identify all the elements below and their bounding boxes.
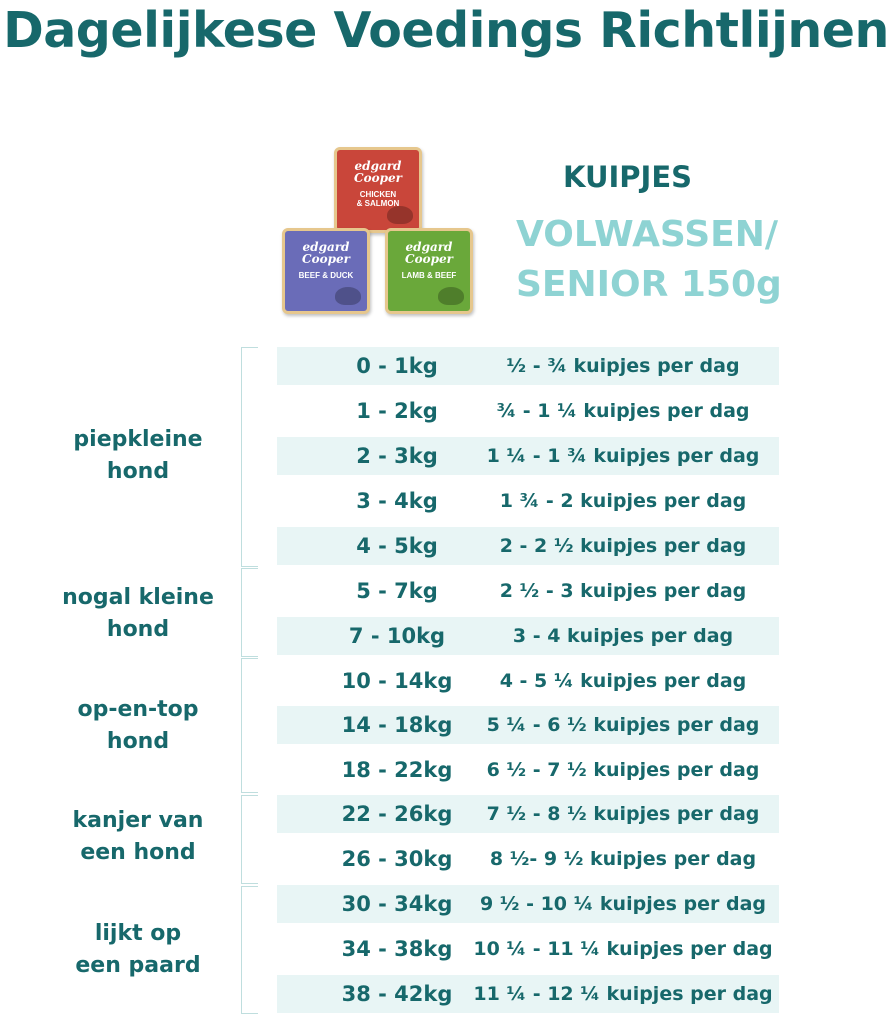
- amount-cell: 10 ¼ - 11 ¼ kuipjes per dag: [473, 938, 773, 960]
- weight-cell: 2 - 3kg: [356, 444, 438, 468]
- tray-flavor: BEEF & DUCK: [298, 271, 354, 280]
- page-title: Dagelijkese Voedings Richtlijnen: [3, 2, 889, 59]
- group-label-op-en-top: op-en-top hond: [77, 697, 199, 754]
- table-row: [277, 751, 779, 789]
- tray-flavor: CHICKEN & SALMON: [356, 190, 400, 208]
- amount-cell: 9 ½ - 10 ¼ kuipjes per dag: [479, 893, 767, 915]
- tray-flavor: LAMB & BEEF: [401, 271, 457, 280]
- table-row: [277, 662, 779, 700]
- table-row: [277, 482, 779, 520]
- amount-cell: ¾ - 1 ¼ kuipjes per dag: [496, 400, 750, 422]
- table-row: [277, 840, 779, 878]
- food-illustration: [387, 206, 413, 224]
- group-bracket: [241, 795, 258, 884]
- amount-cell: 1 ¼ - 1 ¾ kuipjes per dag: [486, 445, 760, 467]
- group-label-kanjer: kanjer van een hond: [72, 808, 204, 865]
- group-label-piepkleine: piepkleine hond: [73, 427, 203, 484]
- product-tray-lamb-beef: [385, 228, 473, 314]
- food-illustration: [438, 287, 464, 305]
- product-label: KUIPJES: [563, 160, 693, 194]
- weight-cell: 26 - 30kg: [341, 847, 453, 871]
- group-bracket: [241, 347, 258, 567]
- weight-cell: 14 - 18kg: [341, 713, 453, 737]
- weight-cell: 4 - 5kg: [356, 534, 438, 558]
- group-bracket: [241, 886, 258, 1014]
- amount-cell: 1 ¾ - 2 kuipjes per dag: [499, 490, 747, 512]
- table-row: [277, 795, 779, 833]
- weight-cell: 1 - 2kg: [356, 399, 438, 423]
- table-row: [277, 527, 779, 565]
- amount-cell: 2 - 2 ½ kuipjes per dag: [499, 535, 747, 557]
- amount-cell: 5 ¼ - 6 ½ kuipjes per dag: [486, 714, 760, 736]
- tray-brand-logo: edgard Cooper: [302, 240, 350, 266]
- product-tray-chicken-salmon: [334, 147, 422, 233]
- table-row: [277, 347, 779, 385]
- weight-cell: 0 - 1kg: [356, 354, 438, 378]
- amount-cell: 8 ½- 9 ½ kuipjes per dag: [489, 848, 757, 870]
- table-row: [277, 885, 779, 923]
- amount-cell: ½ - ¾ kuipjes per dag: [506, 355, 740, 377]
- product-category: [516, 210, 782, 310]
- weight-cell: 10 - 14kg: [341, 669, 453, 693]
- group-label-nogal-kleine: nogal kleine hond: [62, 585, 214, 642]
- table-row: [277, 706, 779, 744]
- weight-cell: 22 - 26kg: [341, 802, 453, 826]
- tray-brand-logo: edgard Cooper: [405, 240, 453, 266]
- group-label-paard: lijkt op een paard: [75, 921, 201, 978]
- amount-cell: 3 - 4 kuipjes per dag: [512, 625, 734, 647]
- group-bracket: [241, 658, 258, 793]
- amount-cell: 7 ½ - 8 ½ kuipjes per dag: [486, 803, 760, 825]
- weight-cell: 3 - 4kg: [356, 489, 438, 513]
- table-row: [277, 392, 779, 430]
- weight-cell: 18 - 22kg: [341, 758, 453, 782]
- category-line-2: SENIOR 150g: [516, 264, 782, 305]
- table-row: [277, 617, 779, 655]
- table-row: [277, 930, 779, 968]
- tray-brand-logo: edgard Cooper: [354, 159, 402, 185]
- weight-cell: 34 - 38kg: [341, 937, 453, 961]
- product-tray-beef-duck: [282, 228, 370, 314]
- category-line-1: VOLWASSEN/: [516, 214, 779, 255]
- food-illustration: [335, 287, 361, 305]
- group-bracket: [241, 568, 258, 657]
- weight-cell: 30 - 34kg: [341, 892, 453, 916]
- amount-cell: 6 ½ - 7 ½ kuipjes per dag: [486, 759, 760, 781]
- table-row: [277, 437, 779, 475]
- amount-cell: 2 ½ - 3 kuipjes per dag: [499, 580, 747, 602]
- weight-cell: 38 - 42kg: [341, 982, 453, 1006]
- amount-cell: 4 - 5 ¼ kuipjes per dag: [499, 670, 747, 692]
- amount-cell: 11 ¼ - 12 ¼ kuipjes per dag: [473, 983, 773, 1005]
- table-row: [277, 572, 779, 610]
- weight-cell: 7 - 10kg: [348, 624, 446, 648]
- weight-cell: 5 - 7kg: [356, 579, 438, 603]
- table-row: [277, 975, 779, 1013]
